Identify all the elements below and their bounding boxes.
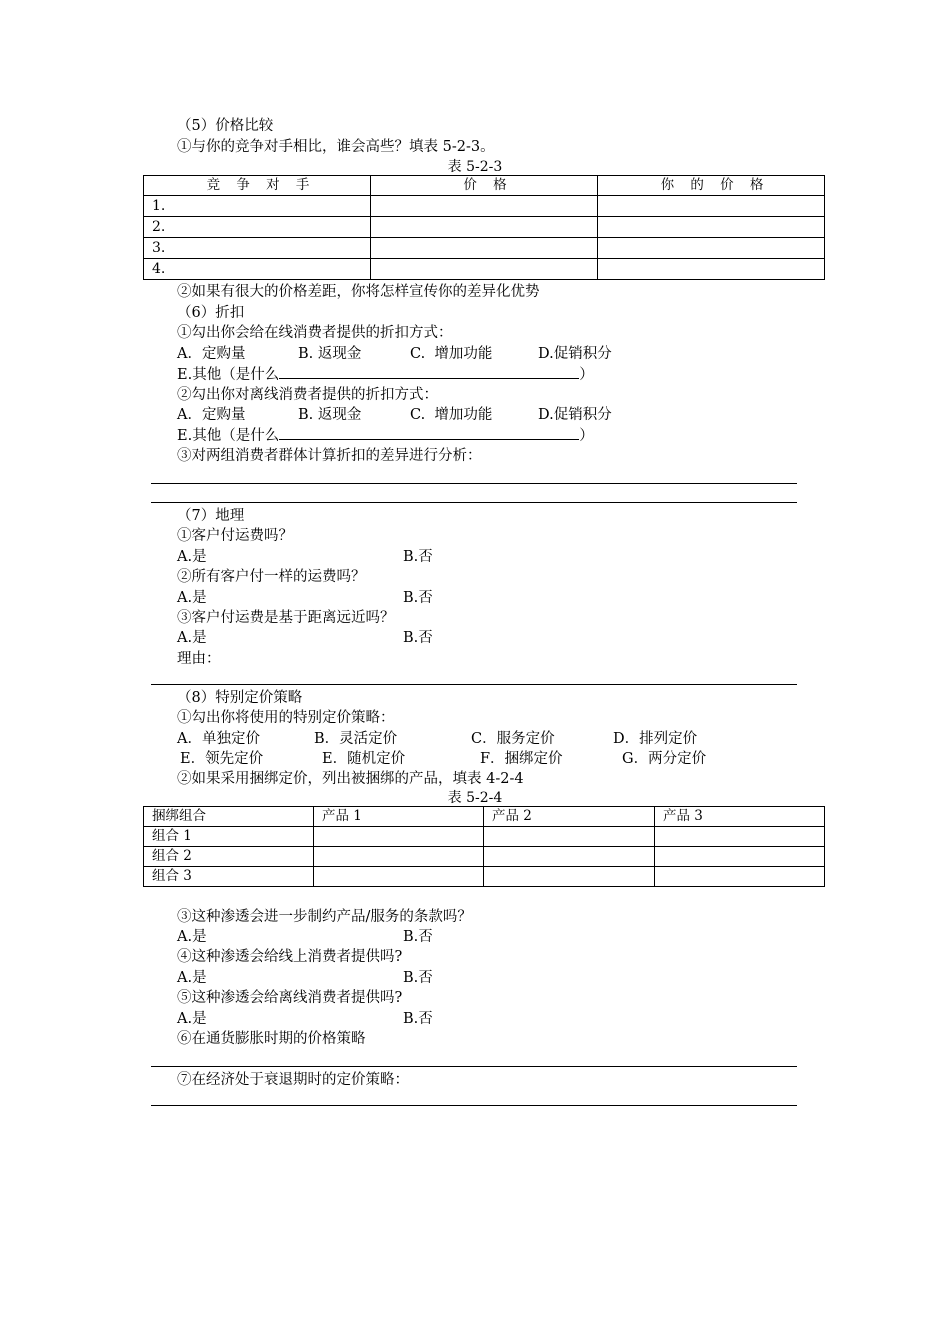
- option-a-offline[interactable]: A．定购量: [177, 407, 246, 423]
- table-cell: 组合 1: [144, 827, 314, 847]
- option-e-online: [177, 364, 594, 385]
- table-cell[interactable]: 1.: [144, 196, 371, 217]
- option-c-online[interactable]: C. 增加功能: [410, 346, 493, 362]
- table-header-row: [144, 176, 825, 196]
- table-cell[interactable]: [598, 238, 825, 259]
- no-option[interactable]: B.否: [403, 549, 433, 565]
- header-bundle: 捆绑组合: [144, 807, 314, 827]
- answer-line[interactable]: [151, 1066, 797, 1067]
- table-row: [144, 827, 825, 847]
- table-row: [144, 867, 825, 887]
- table-cell[interactable]: [314, 867, 484, 887]
- section5-heading: （5）价格比较: [177, 118, 274, 134]
- table-cell[interactable]: [484, 847, 655, 867]
- table-523-caption: 表 5-2-3: [447, 159, 503, 175]
- answer-line[interactable]: [151, 502, 797, 503]
- table-cell[interactable]: [371, 217, 598, 238]
- section7-heading: （7）地理: [177, 508, 245, 524]
- option-g-strategy[interactable]: G．两分定价: [622, 751, 707, 767]
- yes-option[interactable]: A.是: [177, 630, 207, 646]
- table-524-caption: 表 5-2-4: [447, 790, 503, 806]
- option-e-strategy[interactable]: E．领先定价: [180, 751, 264, 767]
- yes-option[interactable]: A.是: [177, 970, 207, 986]
- no-option[interactable]: B.否: [403, 929, 433, 945]
- option-b-offline[interactable]: B. 返现金: [298, 407, 362, 423]
- table-row: [144, 847, 825, 867]
- table-cell[interactable]: [484, 827, 655, 847]
- header-product2: 产品 2: [484, 807, 655, 827]
- section5-question2: ②如果有很大的价格差距，你将怎样宣传你的差异化优势: [177, 284, 540, 300]
- table-cell[interactable]: [371, 259, 598, 280]
- section8-heading: （8）特别定价策略: [177, 690, 303, 706]
- other-close: ）: [579, 428, 594, 444]
- table-cell[interactable]: [598, 217, 825, 238]
- option-f-strategy[interactable]: F．捆绑定价: [480, 751, 563, 767]
- table-cell[interactable]: 3.: [144, 238, 371, 259]
- table-cell[interactable]: [484, 867, 655, 887]
- no-option[interactable]: B.否: [403, 1011, 433, 1027]
- table-524: [143, 806, 825, 887]
- other-label: E.其他（是什么: [177, 428, 280, 444]
- other-blank[interactable]: [279, 425, 579, 440]
- option-c-strategy[interactable]: C．服务定价: [471, 731, 555, 747]
- section6-question3: ③对两组消费者群体计算折扣的差异进行分析：: [177, 448, 482, 464]
- table-cell[interactable]: [314, 847, 484, 867]
- table-cell[interactable]: [655, 867, 825, 887]
- section8-question4: ④这种渗透会给线上消费者提供吗?: [177, 949, 403, 965]
- section8-question1: ①勾出你将使用的特别定价策略：: [177, 710, 395, 726]
- section8-question6: ⑥在通货膨胀时期的价格策略: [177, 1031, 366, 1047]
- reason-label: 理由：: [177, 651, 221, 667]
- no-option[interactable]: B.否: [403, 970, 433, 986]
- answer-line[interactable]: [151, 1105, 797, 1106]
- other-close: ）: [579, 367, 594, 383]
- no-option[interactable]: B.否: [403, 630, 433, 646]
- table-cell: 组合 2: [144, 847, 314, 867]
- yes-option[interactable]: A.是: [177, 590, 207, 606]
- option-b-strategy[interactable]: B．灵活定价: [314, 731, 398, 747]
- section8-question3: ③这种渗透会进一步制约产品/服务的条款吗？: [177, 909, 472, 925]
- header-product3: 产品 3: [655, 807, 825, 827]
- option-d-strategy[interactable]: D．排列定价: [613, 731, 698, 747]
- answer-line[interactable]: [151, 684, 797, 685]
- table-cell[interactable]: 4.: [144, 259, 371, 280]
- header-price: 价 格: [371, 176, 598, 196]
- section6-question2: ②勾出你对离线消费者提供的折扣方式：: [177, 387, 438, 403]
- option-b-online[interactable]: B. 返现金: [298, 346, 362, 362]
- table-cell[interactable]: [371, 196, 598, 217]
- table-cell[interactable]: [655, 847, 825, 867]
- section7-question1: ①客户付运费吗？: [177, 528, 293, 544]
- table-cell[interactable]: 2.: [144, 217, 371, 238]
- header-product1: 产品 1: [314, 807, 484, 827]
- no-option[interactable]: B.否: [403, 590, 433, 606]
- table-header-row: [144, 807, 825, 827]
- header-your-price: 你 的 价 格: [598, 176, 825, 196]
- section6-heading: （6）折扣: [177, 305, 245, 321]
- answer-line[interactable]: [151, 483, 797, 484]
- table-cell[interactable]: [655, 827, 825, 847]
- option-a-strategy[interactable]: A．单独定价: [177, 731, 260, 747]
- option-a-online[interactable]: A．定购量: [177, 346, 246, 362]
- table-cell[interactable]: [314, 827, 484, 847]
- option-e2-strategy[interactable]: E．随机定价: [322, 751, 406, 767]
- other-blank[interactable]: [279, 364, 579, 379]
- header-competitor: 竞 争 对 手: [144, 176, 371, 196]
- option-c-offline[interactable]: C. 增加功能: [410, 407, 493, 423]
- section8-question2: ②如果采用捆绑定价，列出被捆绑的产品，填表 4-2-4: [177, 771, 524, 787]
- yes-option[interactable]: A.是: [177, 549, 207, 565]
- option-d-offline[interactable]: D.促销积分: [538, 407, 612, 423]
- section8-question5: ⑤这种渗透会给离线消费者提供吗?: [177, 990, 403, 1006]
- table-cell[interactable]: [598, 259, 825, 280]
- yes-option[interactable]: A.是: [177, 1011, 207, 1027]
- option-e-offline: [177, 425, 594, 446]
- section6-question1: ①勾出你会给在线消费者提供的折扣方式：: [177, 325, 453, 341]
- option-d-online[interactable]: D.促销积分: [538, 346, 612, 362]
- yes-option[interactable]: A.是: [177, 929, 207, 945]
- table-row: [144, 196, 825, 217]
- table-cell: 组合 3: [144, 867, 314, 887]
- section7-question3: ③客户付运费是基于距离远近吗？: [177, 610, 395, 626]
- section7-question2: ②所有客户付一样的运费吗？: [177, 569, 366, 585]
- other-label: E.其他（是什么: [177, 367, 280, 383]
- table-cell[interactable]: [598, 196, 825, 217]
- table-cell[interactable]: [371, 238, 598, 259]
- table-row: [144, 217, 825, 238]
- table-row: [144, 238, 825, 259]
- table-523: [143, 175, 825, 280]
- table-row: [144, 259, 825, 280]
- section8-question7: ⑦在经济处于衰退期时的定价策略：: [177, 1072, 409, 1088]
- section5-question1: ①与你的竞争对手相比，谁会高些？填表 5-2-3。: [177, 139, 495, 155]
